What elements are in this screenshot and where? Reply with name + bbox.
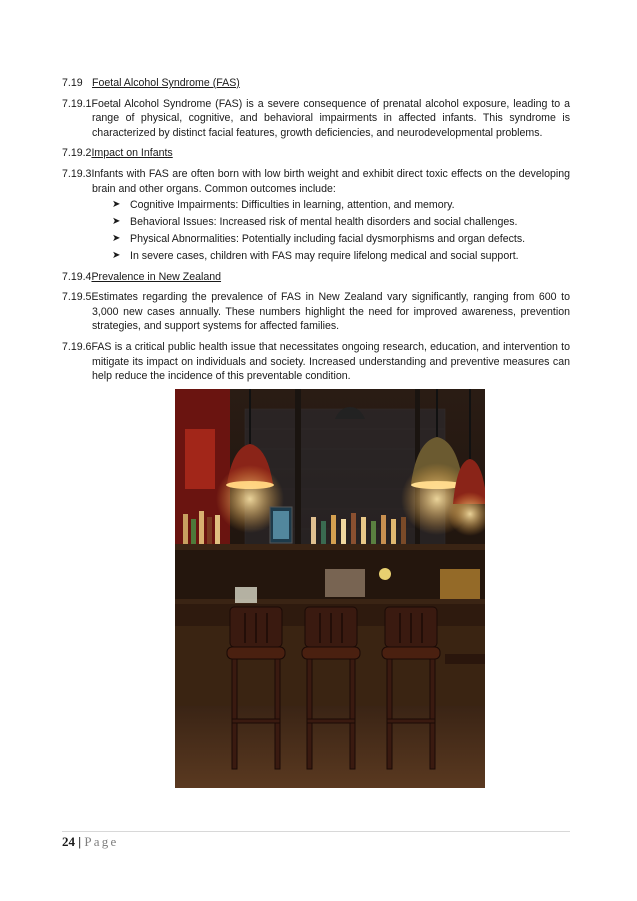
paragraph-content: Estimates regarding the prevalence of FAS in New Zealand vary significantly, ranging from 600 to 3,000 new cases annually. These numbers highlight the need for improved awareness, prevention strategies, and support systems for affected families. — [91, 291, 570, 333]
paragraph-text — [62, 97, 570, 141]
paragraph-content: Foetal Alcohol Syndrome (FAS) is a severe consequence of prenatal alcohol exposure, leading to a range of physical, cognitive, and behavioral impairments in affected infants. This syndrome is characterized by distinct facial features, growth deficiencies, and neurodevelopmental problems. — [91, 97, 570, 139]
paragraph — [62, 167, 570, 196]
list-item-text: Behavioral Issues: Increased risk of mental health disorders and social challenges. — [130, 216, 518, 229]
document-body — [62, 76, 570, 390]
paragraph — [62, 97, 570, 141]
section-heading — [62, 76, 570, 91]
list-item-text: Physical Abnormalities: Potentially including facial dysmorphisms and organ defects. — [130, 233, 526, 246]
bar-photo-illustration — [175, 389, 485, 788]
page-footer — [62, 834, 118, 850]
subsection-number: 7.19.2 — [62, 147, 92, 160]
paragraph-number: 7.19.5 — [62, 291, 92, 304]
page-number: 24 — [62, 834, 75, 849]
paragraph-number: 7.19.1 — [62, 97, 92, 110]
bar-interior-photo — [175, 389, 485, 788]
arrow-bullet-icon: ➤ — [112, 199, 121, 211]
list-item — [112, 232, 570, 247]
paragraph-content: FAS is a critical public health issue that necessitates ongoing research, education, and intervention to mitigate its impact on individuals and society. Increased understanding and preventive measures can help reduce the incidence of this preventable condition. — [91, 341, 570, 383]
arrow-bullet-icon: ➤ — [112, 250, 121, 262]
footer-divider — [62, 831, 570, 832]
subsection-number: 7.19.4 — [62, 270, 92, 283]
paragraph — [62, 290, 570, 334]
arrow-bullet-icon: ➤ — [112, 216, 121, 228]
list-item-text: In severe cases, children with FAS may require lifelong medical and social support. — [130, 250, 519, 263]
list-item — [112, 215, 570, 230]
paragraph — [62, 340, 570, 384]
list-item — [112, 198, 570, 213]
section-number: 7.19 — [62, 77, 83, 89]
subsection-heading — [62, 270, 570, 285]
arrow-bullet-icon: ➤ — [112, 233, 121, 245]
subsection-title: Impact on Infants — [91, 147, 173, 160]
outcomes-list — [62, 198, 570, 264]
page-label: Page — [84, 834, 119, 849]
section-title: Foetal Alcohol Syndrome (FAS) — [92, 77, 240, 89]
list-item — [112, 249, 570, 264]
paragraph-text — [62, 340, 570, 384]
paragraph-text — [62, 167, 570, 196]
paragraph-content: Infants with FAS are often born with low birth weight and exhibit direct toxic effects on the developing brain and other organs. Common outcomes include: — [91, 167, 570, 195]
footer-separator: | — [78, 834, 82, 849]
paragraph-number: 7.19.6 — [62, 341, 92, 354]
paragraph-number: 7.19.3 — [62, 167, 92, 180]
list-item-text: Cognitive Impairments: Difficulties in learning, attention, and memory. — [130, 199, 455, 212]
paragraph-text — [62, 290, 570, 334]
subsection-heading — [62, 146, 570, 161]
subsection-title: Prevalence in New Zealand — [91, 270, 222, 283]
